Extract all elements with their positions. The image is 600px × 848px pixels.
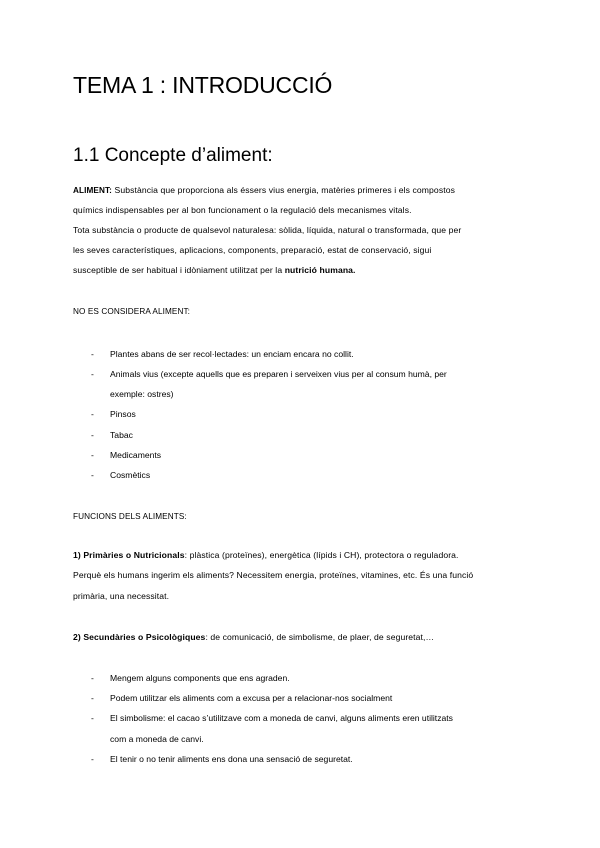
not-food-heading: NO ES CONSIDERA ALIMENT: [73,307,191,316]
definition-line-1: ALIMENT: Substància que proporciona als éssers vius energia, matèries primeres i els compostos [73,185,455,195]
nutrition-bold: nutrició humana. [284,265,356,275]
definition-line-2: químics indispensables per al bon funcionament o la regulació dels mecanismes vitals. [73,205,412,215]
definition-term: ALIMENT: [73,186,113,195]
page-title: TEMA 1 : INTRODUCCIÓ [73,72,333,98]
definition-line-3: Tota substància o producte de qualsevol naturalesa: sòlida, líquida, natural o transformada, que per [73,225,462,235]
primary-function-line-3: primària, una necessitat. [73,591,170,601]
primary-function-label: 1) Primàries o Nutricionals [73,550,185,560]
definition-line-4: les seves característiques, aplicacions, components, preparació, estat de conservació, sigui [73,245,432,255]
section-heading: 1.1 Concepte d’aliment: [73,145,273,166]
primary-function-line-2: Perquè els humans ingerim els aliments? Necessitem energia, proteïnes, vitamines, etc. És una funció [73,570,474,580]
secondary-function-line-1: 2) Secundàries o Psicològiques: de comunicació, de simbolisme, de plaer, de seguretat,… [73,632,435,642]
primary-function-line-1: 1) Primàries o Nutricionals: plàstica (proteïnes), energètica (lípids i CH), protectora o reguladora. [73,550,459,560]
secondary-function-label: 2) Secundàries o Psicològiques [73,632,206,642]
definition-line-5: susceptible de ser habitual i idòniament utilitzat per la nutrició humana. [73,265,356,275]
document-page: TEMA 1 : INTRODUCCIÓ 1.1 Concepte d’aliment: ALIMENT: Substància que proporciona als éssers vius energia, matèries primeres i els compostos químics indispensables per al bon funcionament o la regulació dels mecanismes vitals. Tota substància o producte de qualsevol naturalesa: sòlida, líquida, natural o transformada, que per les seves característiques, aplicacions, components, preparació, estat de conservació, sigui susceptible de ser habitual i idòniament utilitzat per la nutrició humana. NO ES CONSIDERA ALIMENT: - Plantes abans de ser recol·lectades: un enciam encara no collit. - Animals vius (excepte aquells que es preparen i serveixen vius per al consum humà, per exemple: ostres) - Pinsos - Tabac - Medicaments - Cosmètics FUNCIONS DELS ALIMENTS: 1) Primàries o Nutricionals: plàstica (proteïnes), energètica (lípids i CH), protectora o reguladora. Perquè els humans ingerim els aliments? Necessitem energia, proteïnes, vitamines, etc. És una funció primària, una necessitat. 2) Secundàries o Psicològiques: de comunicació, de simbolisme, de plaer, de seguretat,… - Mengem alguns components que ens agraden. - Podem utilitzar els aliments com a excusa per a relacionar-nos socialment - El simbolisme: el cacao s’utilitzave com a moneda de canvi, alguns aliments eren utilitzats com a moneda de canvi. - El tenir o no tenir aliments ens dona una sensació de seguretat. [0,0,600,848]
functions-heading: FUNCIONS DELS ALIMENTS: [73,512,187,521]
